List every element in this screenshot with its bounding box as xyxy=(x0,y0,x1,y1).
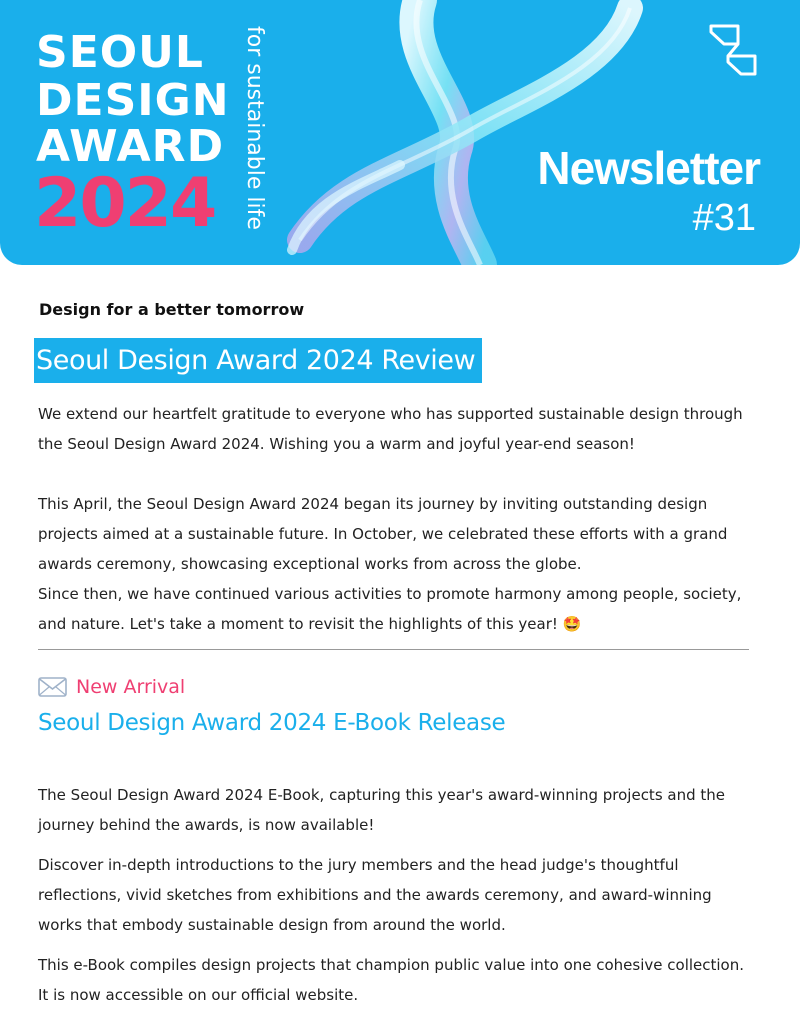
logo-text-design: DESIGN xyxy=(36,75,230,126)
section-header xyxy=(38,672,753,702)
logo-year: 2024 xyxy=(34,164,216,243)
article-kicker: Design for a better tomorrow xyxy=(39,300,305,319)
star-eyes-emoji: 🤩 xyxy=(562,615,582,633)
logo-text-seoul: SEOUL xyxy=(36,27,204,78)
article-body xyxy=(38,296,753,1010)
section-divider xyxy=(38,649,749,650)
brand-mark-icon xyxy=(708,22,758,78)
envelope-icon xyxy=(38,677,67,697)
since-text: Since then, we have continued various activities to promote harmony among people, society, and nature. Let's take a moment to revisit the highlights of this year! xyxy=(38,585,742,633)
intro-paragraph: We extend our heartfelt gratitude to everyone who has supported sustainable design through the Seoul Design Award 2024. Wishing you a warm and joyful year-end season! xyxy=(38,405,743,453)
issue-number: #31 xyxy=(692,197,756,239)
april-paragraph: This April, the Seoul Design Award 2024 began its journey by inviting outstanding design projects aimed at a sustainable future. In October, we celebrated these efforts with a grand awards ceremony, showcasing exceptional works from across the globe. xyxy=(38,495,728,573)
since-paragraph xyxy=(38,579,753,639)
newsletter-banner xyxy=(0,0,800,265)
ebook-paragraph-2: Discover in-depth introductions to the jury members and the head judge's thoughtful reflections, vivid sketches from exhibitions and the awards ceremony, and award-winning works that embody sustainable design from around the world. xyxy=(38,856,712,934)
new-arrival-tag: New Arrival xyxy=(76,676,186,698)
ebook-paragraph-1: The Seoul Design Award 2024 E-Book, capturing this year's award-winning projects and the journey behind the awards, is now available! xyxy=(38,786,726,834)
ebook-paragraph-3: This e-Book compiles design projects that champion public value into one cohesive collection. It is now accessible on our official website. xyxy=(38,956,745,1004)
article-headline: Seoul Design Award 2024 Review xyxy=(34,338,482,383)
logo-tagline: for sustainable life xyxy=(242,26,267,230)
newsletter-title: Newsletter xyxy=(537,142,760,194)
logo-text-award: AWARD xyxy=(36,121,225,172)
ebook-section-title: Seoul Design Award 2024 E-Book Release xyxy=(38,710,506,736)
